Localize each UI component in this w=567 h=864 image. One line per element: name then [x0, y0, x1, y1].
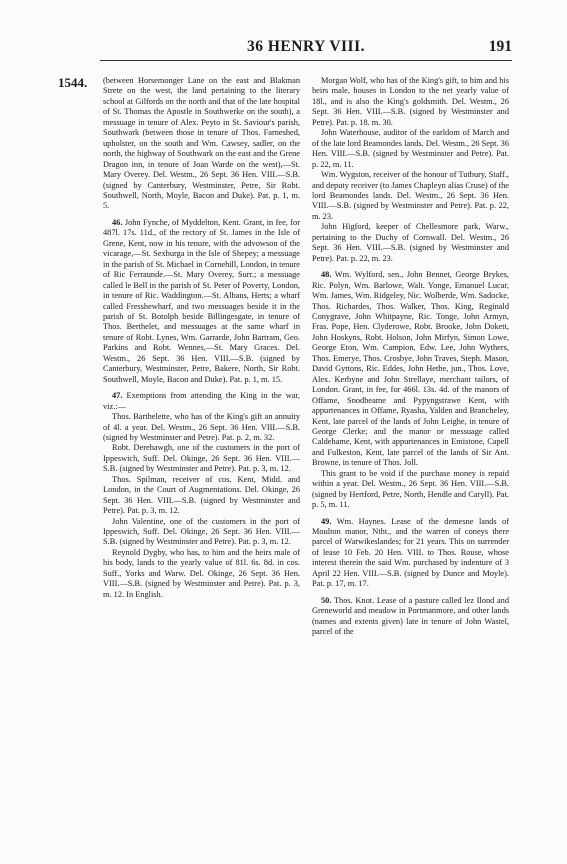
paragraph: [312, 128, 509, 170]
paragraph: [103, 548, 300, 600]
margin-year: 1544.: [58, 75, 88, 90]
page-header: [100, 38, 512, 56]
entry-text: Exemptions from attending the King in the war, viz.:—: [103, 391, 300, 411]
entry-text: Thos. Spilman, receiver of cos. Kent, Midd. and London, in the Court of Augmentations. Del. Okinge, 26 Sept. 36 Hen. VIII.—S.B. (signed by Westminster and Petre). Pat. p. 3, m. 12.: [103, 474, 300, 516]
paragraph: [312, 76, 509, 128]
entry-number: 49.: [321, 516, 332, 526]
numbered-entry: [103, 391, 300, 412]
entry-text: Robt. Derehawgh, one of the customers in the port of Ippeswich, Suff. Del. Okinge, 26 Sept. 36 Hen. VIII.—S.B. (signed by Westminster and Petre). Pat. p. 3, m. 12.: [103, 443, 300, 474]
header-rule: [100, 60, 512, 61]
entry-text: John Waterhouse, auditor of the earldom of March and of the late lord Beamondes lands. Del. Westm., 26 Sept. 36 Hen. VIII.—S.B. (signed by Westminster and Petre). Pat. p. 22, m. 11.: [312, 128, 509, 169]
entry-number: 47.: [112, 391, 123, 401]
entry-text: Wm. Wygston, receiver of the honour of Tutbury, Staff., and deputy receiver (to James Chapleyn alias Cruse) of the lord Beamondes lands. Del. Westm., 26 Sept. 36 Hen. VIII.—S.B. (signed by Westminster and Petre). Pat. p. 22, m. 23.: [312, 170, 509, 221]
numbered-entry: [312, 270, 509, 469]
paragraph: [312, 469, 509, 511]
left-column: [103, 76, 300, 600]
entry-text: Wm. Haynes. Lease of the demesne lands of Moulton manor, Ntht., and the warren of coneys there parcel of Warwikeslandes; for 21 years. This on surrender of lease 10 Feb. 20 Hen. VIII. to Thos. Rouse, whose interest therein the said Wm. purchased by indenture of 3 April 22 Hen. VIII.—S.B. (signed by Dunce and Moyle). Pat. p. 17, m. 17.: [312, 516, 509, 589]
entry-text: John Fynche, of Myddelton, Kent. Grant, in fee, for 487l. 17s. 11d., of the rectory of St. James in the Isle of Grene, Kent, now in his tenure, with the advowson of the vicarage,—St. Sexburga in the Isle of Shepey; a messuage in the parish of St. Michael in Cornehill, London, in tenure of Ric Ferraunde.—St. Mary Overey, Surr.; a messuage called le Bell in the parish of St. Peter of Poverty, London, in tenure of Ric. Waddington.—St. Albans, Herts; a wharf called Fresshewharf, and two messuages beside it in the parish of St. Botolph beside Billingesgate, in tenure of Thos. Berthelet, and messuages at the same wharf in tenure of Robt. Lynes, Wm. Garrarde, John Bartram, Geo. Parkins and Robt. Wennes,—St. Mary Graces. Del. Westm., 26 Sept. 36 Hen. VIII.—S.B. (signed by Canterbury, Westminster, Petre, Bakere, North, Sir Robt. Southwell, Moyle, Bacon and Duke). Pat. p. 1, m. 15.: [103, 217, 300, 384]
numbered-entry: [103, 218, 300, 385]
entry-text: Thos. Barthelette, who has of the King's gift an annuity of 4l. a year. Del. Westm., 26 Sept. 36 Hen. VIII.—S.B. (signed by Westminster and Petre). Pat. p. 2, m. 32.: [103, 412, 300, 442]
entry-text: Reynold Dygby, who has, to him and the heirs male of his body, lands to the yearly value of 81l. 6s. 8d. in cos. Suff., Yorks and Warw. Del. Okinge, 26 Sept. 36 Hen. VIII.—S.B. (signed by Westminster and Petre). Pat. p. 3, m. 12. In English.: [103, 547, 300, 599]
paragraph: [312, 170, 509, 222]
entry-text: Thos. Knot. Lease of a pasture called lez Ilond and Greneworld and meadow in Portmanmore, and other lands (names and extents given) late in tenure of John Wastel, parcel of the: [312, 595, 509, 637]
page-number: 191: [488, 38, 512, 55]
entry-number: 48.: [321, 270, 332, 280]
entry-text: John Higford, keeper of Chellesmore park, Warw., pertaining to the Duchy of Cornwall. Del. Westm., 26 Sept. 36 Hen. VIII.—S.B. (signed by Westminster and Petre). Pat. p. 22, m. 23.: [312, 222, 509, 263]
entry-text: John Valentine, one of the customers in the port of Ippeswich, Suff. Del. Okinge, 26 Sept. 36 Hen. VIII.—S.B. (signed by Westminster and Petre). Pat. p. 3, m. 12.: [103, 516, 300, 547]
paragraph: [312, 222, 509, 264]
entry-text: (between Horsemonger Lane on the east and Blakman Strete on the west, the land pertaining to the literary school at Gilfords on the north and that of the late hospital of St. Thomas the Apostle in Southwerke on the south), a messuage in tenure of Alex. Peyto in St. Saviour's parish, Southwark (between those in tenure of Thos. Farneshed, upholster, on the south and Wm. Cawsey, sadler, on the north, the highway of Southwark on the east and the Grene Dragon inn, in tenure of Joan Warde on the west),—St. Mary Overey. Del. Westm., 26 Sept. 36 Hen. VIII.—S.B. (signed by Canterbury, Westminster, Petre, Sir Robt. Southwell, North, Moyle, Bacon and Duke). Pat. p. 1, m. 5.: [103, 76, 300, 211]
running-head: 36 HENRY VIII.: [247, 38, 365, 55]
entry-text: Wm. Wylford, sen., John Bennet, George Brykes, Ric. Polyn, Wm. Barlowe, Walt. Yonge, Emanuel Lucar, Wm. James, Wm. Ridgeley, Nic. Wolberde, Wm. Sadocke, Thos. Richardes, Thos. Walker, Thos. King, Reginald Conygrave, John Whitpayne, Ric. Tonge, John Armyn, Fras. Pope, Hen. Clyderowe, Robt. Brooke, John Dokett, John Hoskyns, Robt. Holson, John Mirfyn, Simon Lowe, George Eton, Wm. Campion, Edw. Lee, John Wythers, Thos. Emerye, Thos. Crosbye, John Traves, Steph. Mason, David Gyttons, Ric. Eddes, John Hethe, jun., Thos. Love, Alex. Kerbyne and John Strellaye, merchant tailors, of London. Grant, in fee, for 466l. 13s. 4d. of the manors of Offame, Snodbeame and Pypyngstrawe Kent, with appurtenances in Offame, Ryasha, Yalden and Brancheley, Kent, late parcel of the lands of John Leighe, in tenure of George Clerke; and the manor or messuage called Caldehame, Kent, with appurtenances in Emistone, Capell and Fulkeston, Kent, late parcel of the lands of Sir Ant. Browne, in tenure of Thos. Joll.: [312, 270, 509, 468]
paragraph: [103, 517, 300, 548]
paragraph: [103, 475, 300, 517]
right-column: [312, 76, 509, 638]
numbered-entry: [312, 596, 509, 638]
numbered-entry: [312, 517, 509, 590]
continued-paragraph: [103, 76, 300, 212]
entry-number: 50.: [321, 595, 332, 605]
entry-text: This grant to be void if the purchase money is repaid within a year. Del. Westm., 26 Sept. 36 Hen. VIII.—S.B. (signed by Hertford, Petre, North, Hendle and Caryll). Pat. p. 5, m. 11.: [312, 468, 509, 510]
entry-number: 46.: [112, 217, 123, 227]
paragraph: [103, 443, 300, 474]
paragraph: [103, 412, 300, 443]
entry-text: Morgan Wolf, who has of the King's gift, to him and his heirs male, houses in London to the net yearly value of 18l., and is also the King's goldsmith. Del. Westm., 26 Sept. 36 Hen. VIII.—S.B. (signed by Westminster and Petre). Pat. p. 18. m. 30.: [312, 76, 509, 127]
